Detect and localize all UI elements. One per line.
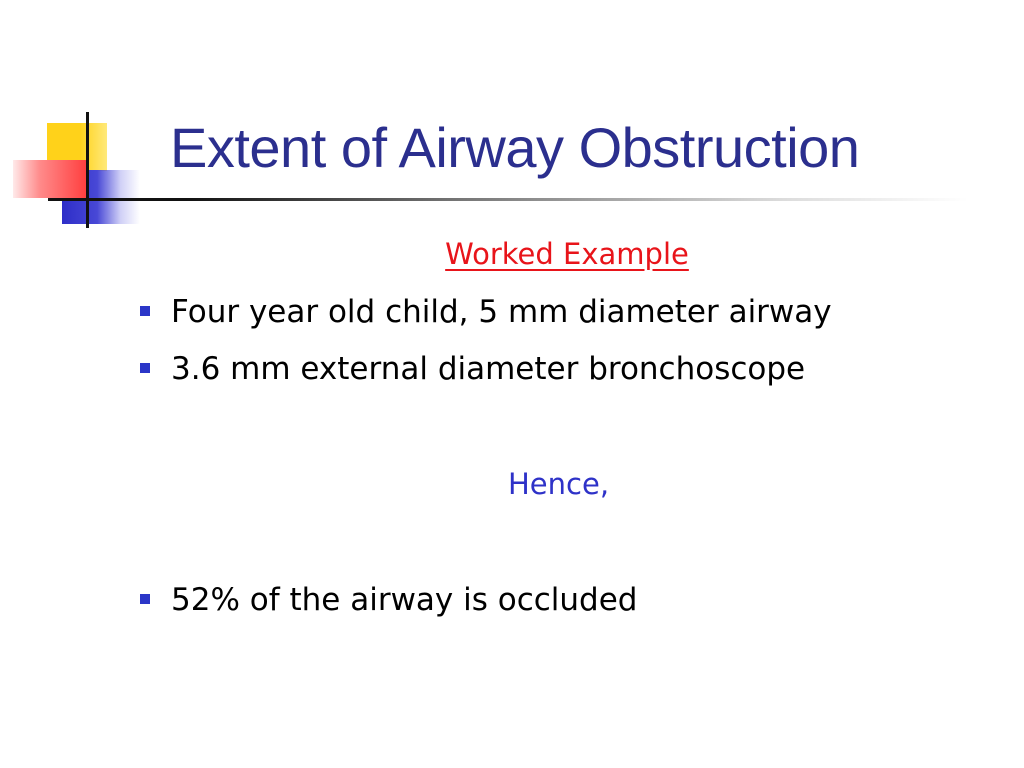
bullet-text: 3.6 mm external diameter bronchoscope xyxy=(171,351,806,387)
slide-title: Extent of Airway Obstruction xyxy=(170,116,860,179)
bullet-text: 52% of the airway is occluded xyxy=(171,582,638,618)
bullet-item xyxy=(140,582,638,618)
square-bullet-icon xyxy=(140,594,150,604)
title-underline-rule xyxy=(48,198,968,201)
square-bullet-icon xyxy=(140,306,150,316)
vertical-rule xyxy=(86,112,89,228)
hence-connector-text: Hence, xyxy=(508,467,610,501)
worked-example-heading: Worked Example xyxy=(445,237,689,271)
bullet-text: Four year old child, 5 mm diameter airway xyxy=(171,294,832,330)
colored-squares-logo-icon xyxy=(0,0,170,240)
red-square xyxy=(13,160,89,198)
bullet-item xyxy=(140,294,832,330)
square-bullet-icon xyxy=(140,363,150,373)
bullet-item xyxy=(140,351,806,387)
